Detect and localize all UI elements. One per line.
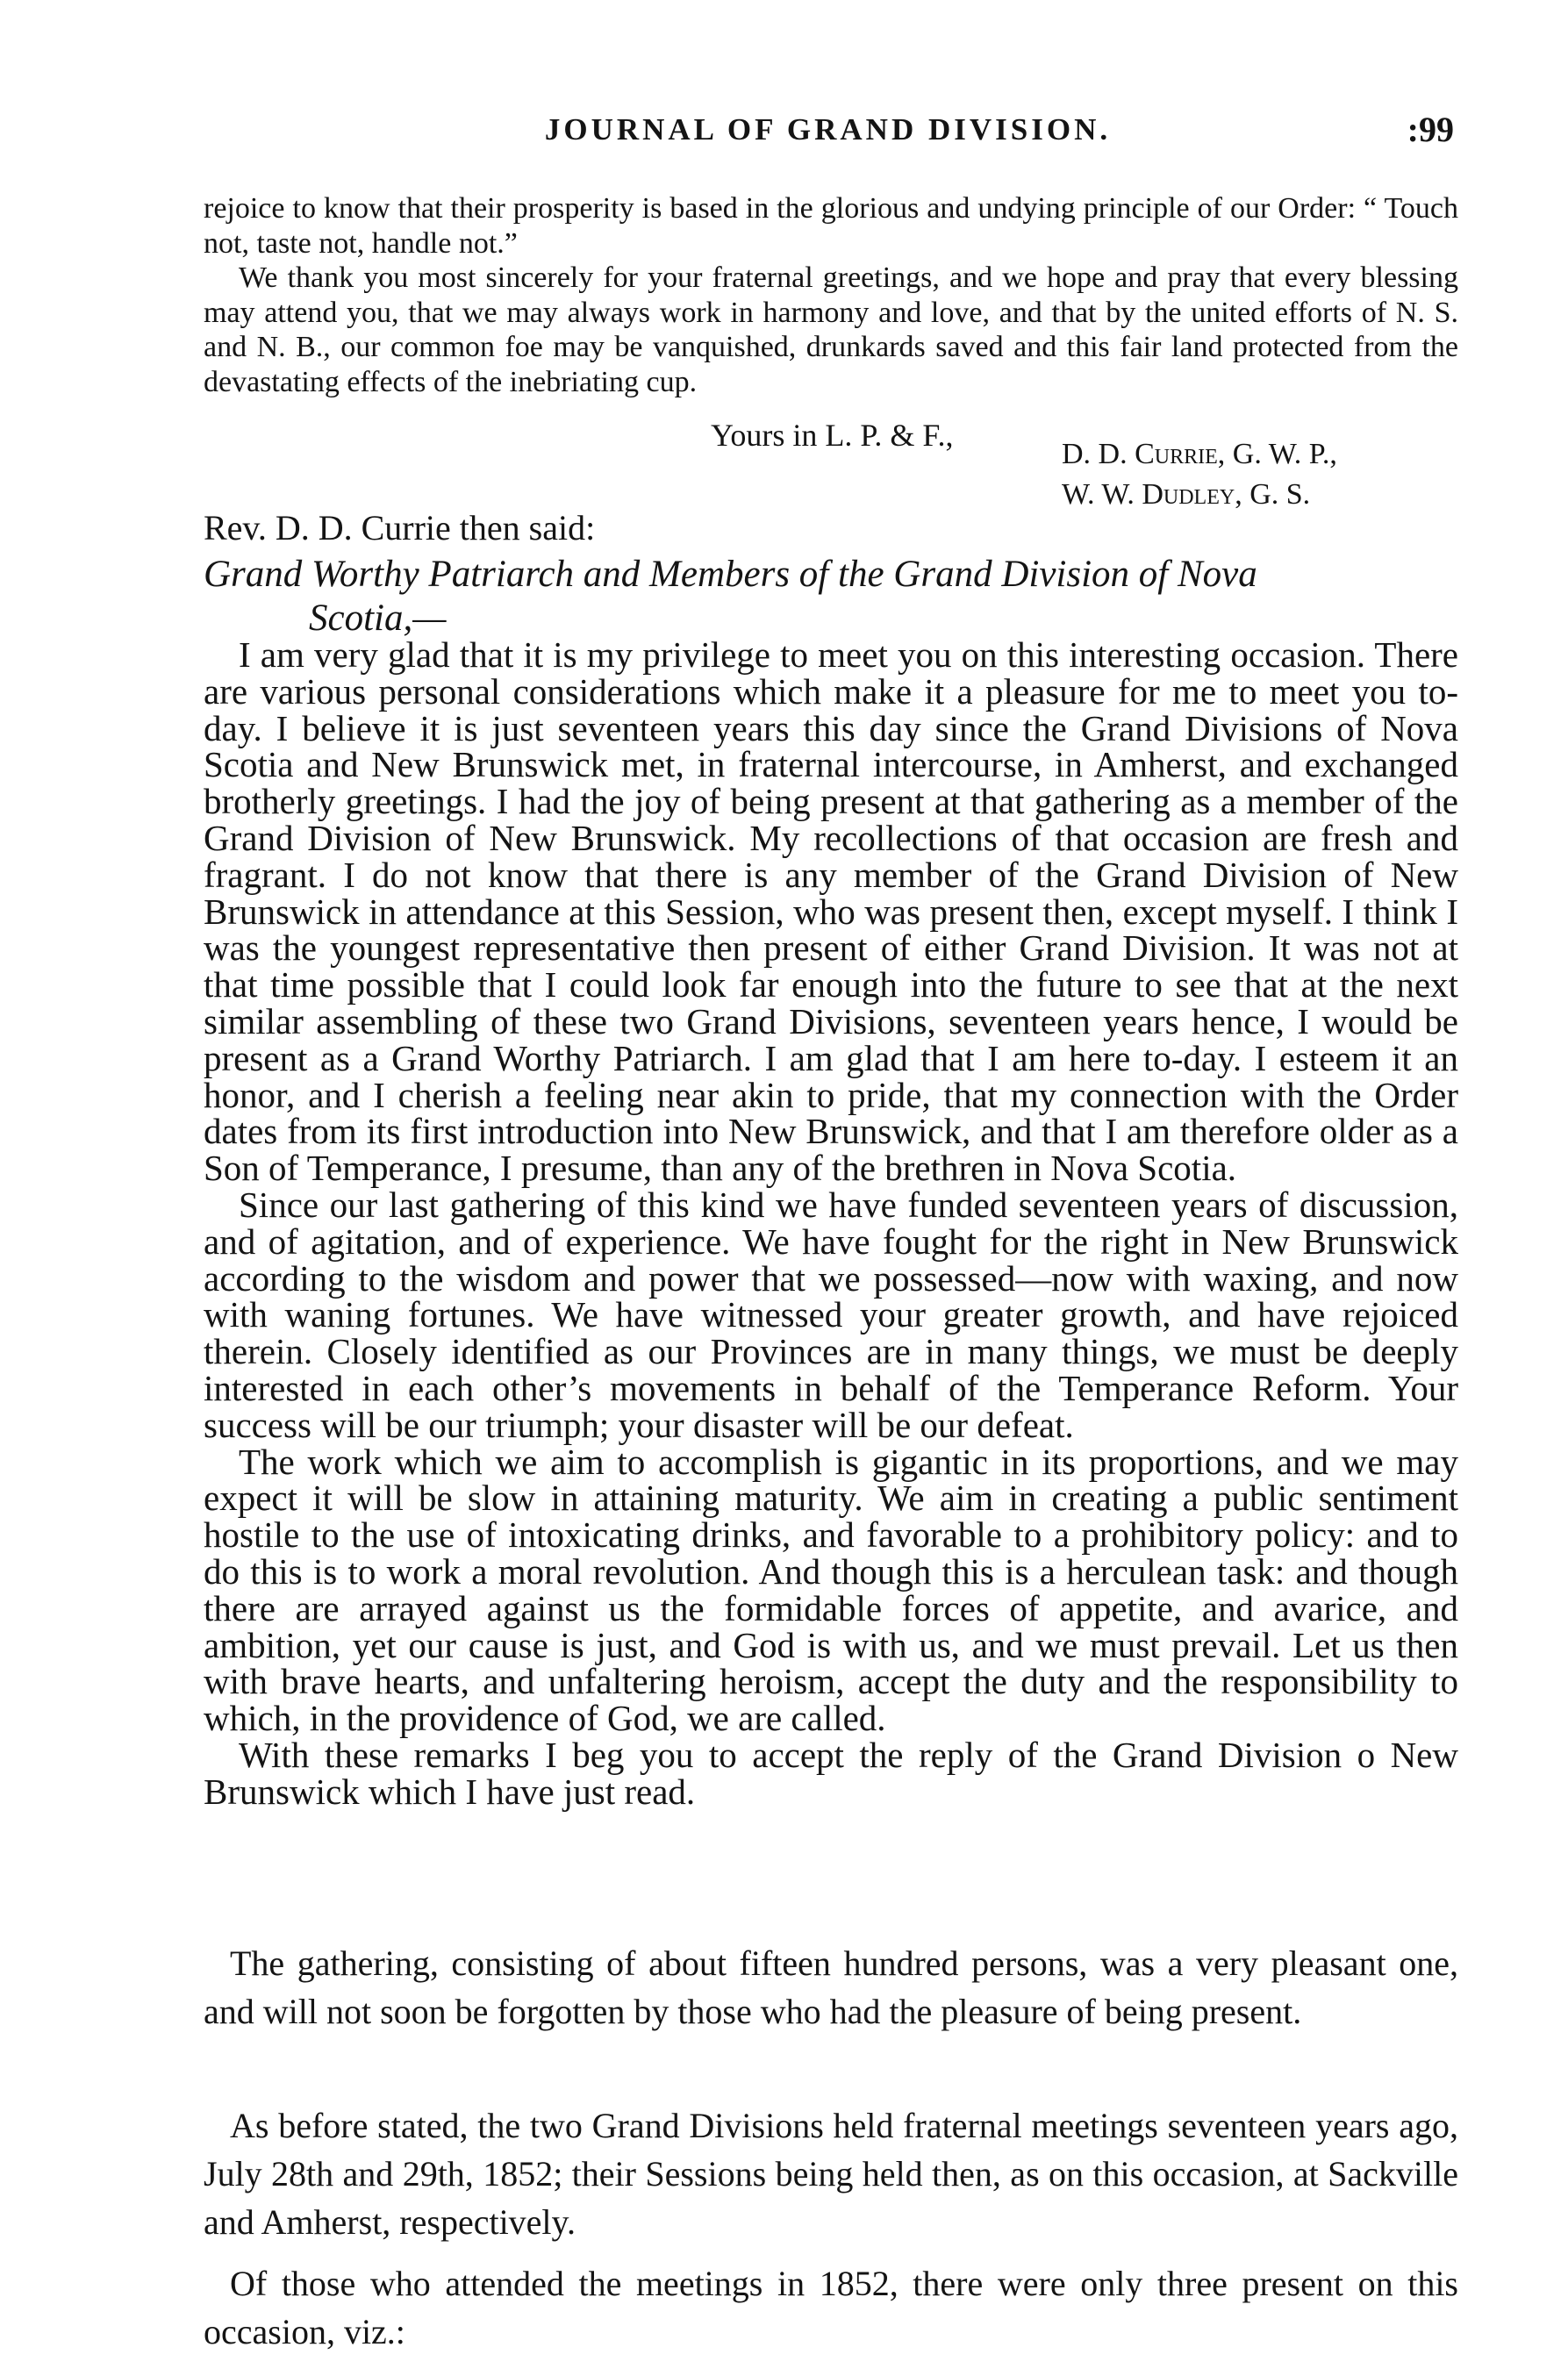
signature-line-2 — [1062, 475, 1337, 515]
page-number: :99 — [1407, 110, 1454, 149]
letter-paragraph-1: rejoice to know that their prosperity is based in the glorious and undying principle of our Order: “ Touch not, taste not, handle not.” — [204, 192, 1458, 260]
narrative-paragraph-2-block — [204, 2101, 1458, 2246]
narrative-paragraph-2: As before stated, the two Grand Divisions held fraternal meetings seventeen years ago, July 28th and 29th, 1852; their Sessions being held then, as on this occasion, at Sackville and Amherst, respectively. — [204, 2106, 1458, 2242]
letter-paragraph-2: We thank you most sincerely for your fraternal greetings, and we hope and pray that every blessing may attend you, that we may always work in harmony and love, and that by the united efforts of N. S. and N. B., our common foe may be vanquished, drunkards saved and this fair land protected from the devastating effects of the inebriating cup. — [204, 261, 1458, 398]
running-title: JOURNAL OF GRAND DIVISION. — [544, 112, 1112, 147]
salutation-line-1: Grand Worthy Patriarch and Members of the Grand Division of Nova — [204, 554, 1257, 595]
narrative-paragraph-3-block — [204, 2259, 1458, 2356]
signature-block — [1062, 434, 1337, 515]
letter-body — [204, 191, 1458, 399]
signer-1-name: D. D. Currie, — [1062, 438, 1226, 470]
narrative-paragraph-3: Of those who attended the meetings in 1852, there were only three present on this occasion, viz.: — [204, 2264, 1458, 2351]
speech-paragraph-1: I am very glad that it is my privilege to meet you on this interesting occasion. There are various personal considerations which make it a pleasure for me to meet you to-day. I believe it is just seventeen years this day since the Grand Divisions of Nova Scotia and New Brunswick met, in fraternal intercourse, in Amherst, and exchanged brotherly greetings. I had the joy of being present at that gathering as a member of the Grand Division of New Brunswick. My recollections of that occasion are fresh and fragrant. I do not know that there is any member of the Grand Division of New Brunswick in attendance at this Session, who was present then, except myself. I think I was the youngest representative then present of either Grand Division. It was not at that time possible that I could look far enough into the future to see that at the next similar assembling of these two Grand Divisions, seventeen years hence, I would be present as a Grand Worthy Patriarch. I am glad that I am here to-day. I esteem it an honor, and I cherish a feeling near akin to pride, that my connection with the Order dates from its first introduction into New Brunswick, and that I am therefore older as a Son of Temperance, I presume, than any of the brethren in Nova Scotia. — [204, 634, 1458, 1189]
signer-1-title: G. W. P., — [1232, 438, 1337, 470]
narrative-paragraph-1: The gathering, consisting of about fifteen hundred persons, was a very pleasant one, and will not soon be forgotten by those who had the pleasure of being present. — [204, 1943, 1458, 2031]
signature-line-1 — [1062, 434, 1337, 475]
speech-paragraph-2: Since our last gathering of this kind we have funded seventeen years of discussion, and of agitation, and of experience. We have fought for the right in New Brunswick according to the wisdom and power that we possessed—now with waxing, and now with waning fortunes. We have witnessed your greater growth, and have rejoiced therein. Closely identified as our Provinces are in many things, we must be deeply interested in each other’s movements in behalf of the Temperance Reform. Your success will be our triumph; your disaster will be our defeat. — [204, 1184, 1458, 1445]
narrative-paragraph-1-block — [204, 1939, 1458, 2036]
signer-2-name: W. W. Dudley, — [1062, 478, 1242, 511]
speech-paragraph-3: The work which we aim to accomplish is gigantic in its proportions, and we may expect it will be slow in attaining maturity. We aim in creating a public sentiment hostile to the use of intoxicating drinks, and favorable to a prohibitory policy: and to do this is to work a moral revolution. And though this is a herculean task: and though there are arrayed against us the formidable forces of appetite, and avarice, and ambition, yet our cause is just, and God is with us, and we must prevail. Let us then with brave hearts, and unfaltering heroism, accept the duty and the responsibility to which, in the providence of God, we are called. — [204, 1441, 1458, 1739]
signer-2-title: G. S. — [1249, 478, 1311, 511]
speech-body — [204, 634, 1458, 1812]
salutation-line-2: Scotia,— — [309, 598, 447, 639]
speech-paragraph-4: With these remarks I beg you to accept the reply of the Grand Division o New Brunswick which I have just read. — [204, 1734, 1458, 1812]
running-head — [202, 112, 1454, 165]
letter-closing: Yours in L. P. & F., — [711, 418, 954, 453]
speech-intro: Rev. D. D. Currie then said: — [204, 508, 596, 547]
salutation — [204, 553, 1458, 641]
